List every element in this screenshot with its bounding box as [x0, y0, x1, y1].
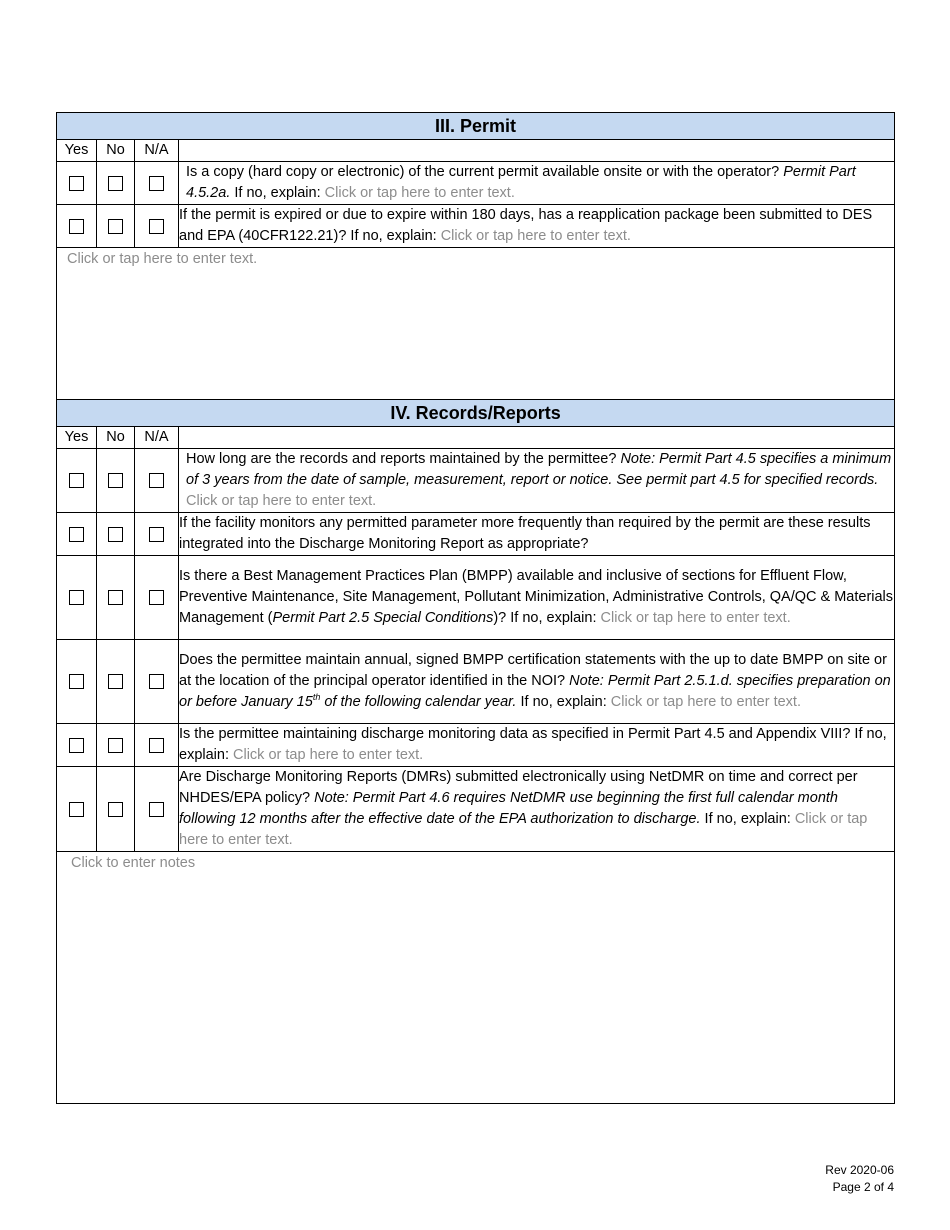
page-footer: [825, 1162, 894, 1196]
question-text: Is there a Best Management Practices Plan (BMPP) available and inclusive of sections for Effluent Flow, Preventive Maintenance, Site Management, Pollutant Minimization, Administrative Controls, QA/QC & Materials Management (Permit Part 2.5 Special Conditions)? If no, explain: Click or tap here to enter text.: [179, 556, 895, 640]
no-checkbox[interactable]: [108, 219, 123, 234]
yes-checkbox[interactable]: [69, 473, 84, 488]
explain-field[interactable]: Click or tap here to enter text.: [600, 610, 791, 626]
explain-field[interactable]: Click or tap here to enter text.: [440, 228, 631, 244]
records-question-row: [57, 513, 895, 556]
yes-checkbox[interactable]: [69, 527, 84, 542]
permit-question-row: [57, 205, 895, 248]
no-checkbox[interactable]: [108, 176, 123, 191]
permit-reference: Permit Part 4.5.2a.: [186, 164, 856, 201]
question-text: Are Discharge Monitoring Reports (DMRs) submitted electronically using NetDMR on time and correct per NHDES/EPA policy? Note: Permit Part 4.6 requires NetDMR use beginning the first full calendar month following 12 months after the effective date of the EPA authorization to discharge. If no, explain: Click or tap here to enter text.: [179, 767, 895, 852]
permit-question-row: [57, 162, 895, 205]
no-checkbox[interactable]: [108, 802, 123, 817]
records-notes-area[interactable]: [57, 852, 895, 1104]
explain-field[interactable]: Click or tap here to enter text.: [179, 811, 868, 848]
question-text: If the facility monitors any permitted parameter more frequently than required by the permit are these results integrated into the Discharge Monitoring Report as appropriate?: [179, 513, 895, 556]
question-text: How long are the records and reports maintained by the permittee? Note: Permit Part 4.5 specifies a minimum of 3 years from the date of sample, measurement, report or notice. See permit part 4.5 for specified records. Click or tap here to enter text.: [179, 449, 895, 513]
explain-field[interactable]: Click or tap here to enter text.: [186, 493, 377, 509]
na-checkbox[interactable]: [149, 219, 164, 234]
notes-placeholder: Click or tap here to enter text.: [67, 251, 258, 267]
explain-field[interactable]: Click or tap here to enter text.: [324, 185, 515, 201]
section-title-permit: III. Permit: [57, 113, 895, 140]
records-question-row: [57, 640, 895, 724]
records-question-row: [57, 724, 895, 767]
col-no: No: [97, 140, 135, 162]
no-checkbox[interactable]: [108, 674, 123, 689]
yes-checkbox[interactable]: [69, 219, 84, 234]
na-checkbox[interactable]: [149, 738, 164, 753]
na-checkbox[interactable]: [149, 674, 164, 689]
no-checkbox[interactable]: [108, 527, 123, 542]
col-na: N/A: [135, 427, 179, 449]
yes-checkbox[interactable]: [69, 176, 84, 191]
permit-note: Note: Permit Part 4.6 requires NetDMR use beginning the first full calendar month following 12 months after the effective date of the EPA authorization to discharge.: [179, 790, 838, 827]
question-text: Is the permittee maintaining discharge monitoring data as specified in Permit Part 4.5 and Appendix VIII? If no, explain: Click or tap here to enter text.: [179, 724, 895, 767]
checklist-table: [56, 112, 895, 1104]
na-checkbox[interactable]: [149, 527, 164, 542]
yes-checkbox[interactable]: [69, 802, 84, 817]
question-text: Is a copy (hard copy or electronic) of the current permit available onsite or with the operator? Permit Part 4.5.2a. If no, explain: Click or tap here to enter text.: [179, 162, 895, 205]
yes-checkbox[interactable]: [69, 738, 84, 753]
question-text: Does the permittee maintain annual, signed BMPP certification statements with the up to date BMPP on site or at the location of the principal operator identified in the NOI? Note: Permit Part 2.5.1.d. specifies preparation on or before January 15th of the following calendar year. If no, explain: Click or tap here to enter text.: [179, 640, 895, 724]
no-checkbox[interactable]: [108, 473, 123, 488]
permit-note: Note: Permit Part 4.5 specifies a minimum of 3 years from the date of sample, measurement, report or notice. See permit part 4.5 for specified records.: [186, 451, 892, 488]
records-question-row: [57, 556, 895, 640]
col-na: N/A: [135, 140, 179, 162]
no-checkbox[interactable]: [108, 590, 123, 605]
permit-note: Note: Permit Part 2.5.1.d. specifies preparation on or before January 15th of the following calendar year.: [179, 673, 891, 710]
permit-reference: Permit Part 2.5 Special Conditions: [272, 610, 494, 626]
records-question-row: [57, 767, 895, 852]
explain-field[interactable]: Click or tap here to enter text.: [610, 694, 801, 710]
revision-label: Rev 2020-06: [825, 1163, 894, 1177]
col-yes: Yes: [57, 427, 97, 449]
col-no: No: [97, 427, 135, 449]
page-number: Page 2 of 4: [832, 1180, 894, 1194]
col-yes: Yes: [57, 140, 97, 162]
notes-placeholder: Click to enter notes: [71, 855, 196, 871]
no-checkbox[interactable]: [108, 738, 123, 753]
permit-notes-area[interactable]: [57, 248, 895, 400]
na-checkbox[interactable]: [149, 176, 164, 191]
na-checkbox[interactable]: [149, 802, 164, 817]
yes-checkbox[interactable]: [69, 674, 84, 689]
explain-field[interactable]: Click or tap here to enter text.: [233, 747, 424, 763]
question-text: If the permit is expired or due to expire within 180 days, has a reapplication package been submitted to DES and EPA (40CFR122.21)? If no, explain: Click or tap here to enter text.: [179, 205, 895, 248]
na-checkbox[interactable]: [149, 473, 164, 488]
records-question-row: [57, 449, 895, 513]
section-title-records: IV. Records/Reports: [57, 400, 895, 427]
na-checkbox[interactable]: [149, 590, 164, 605]
yes-checkbox[interactable]: [69, 590, 84, 605]
